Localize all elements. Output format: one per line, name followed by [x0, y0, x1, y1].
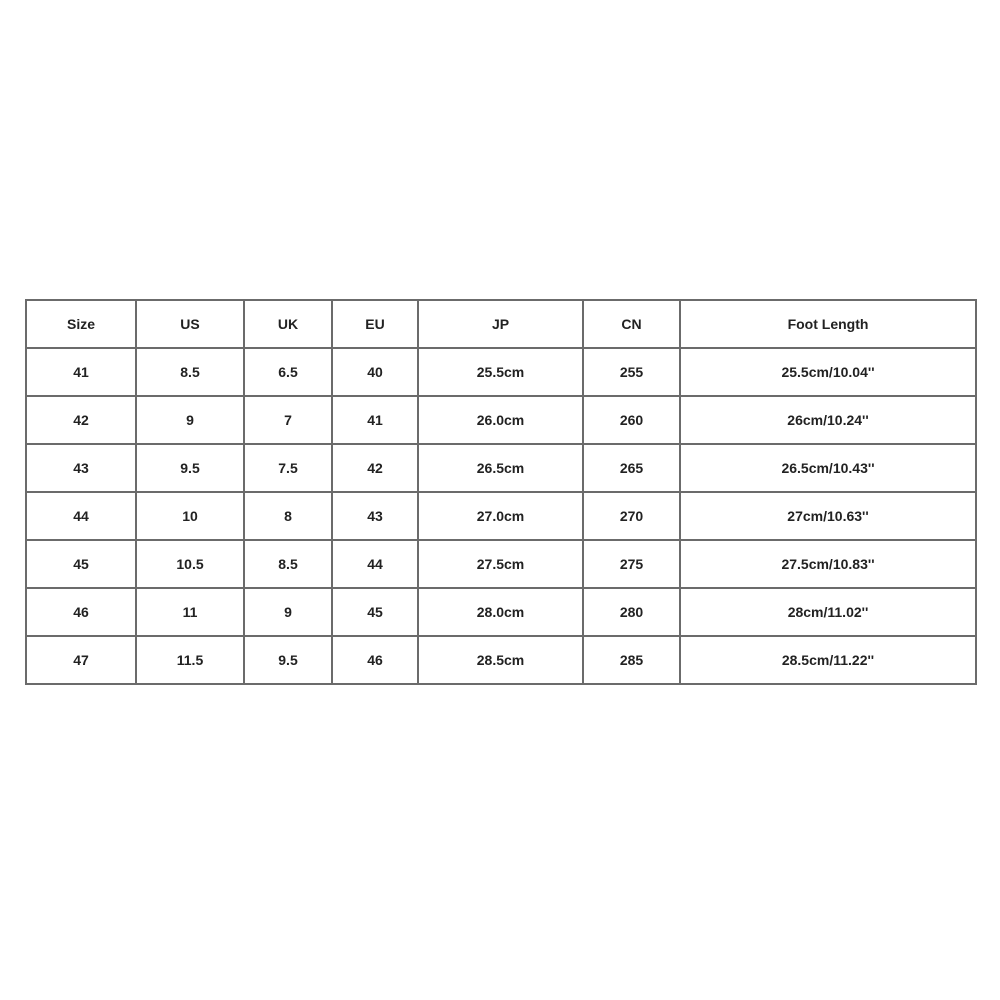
- header-cn: CN: [583, 300, 680, 348]
- cell-eu: 42: [332, 444, 418, 492]
- cell-foot-length: 26cm/10.24'': [680, 396, 976, 444]
- cell-jp: 27.5cm: [418, 540, 583, 588]
- cell-us: 9.5: [136, 444, 244, 492]
- cell-uk: 8: [244, 492, 332, 540]
- table-row: [26, 540, 976, 588]
- cell-us: 10.5: [136, 540, 244, 588]
- cell-foot-length: 26.5cm/10.43'': [680, 444, 976, 492]
- cell-eu: 40: [332, 348, 418, 396]
- table-row: [26, 348, 976, 396]
- cell-cn: 280: [583, 588, 680, 636]
- cell-size: 47: [26, 636, 136, 684]
- cell-us: 8.5: [136, 348, 244, 396]
- size-chart-table: [25, 299, 977, 685]
- table-row: [26, 492, 976, 540]
- header-foot-length: Foot Length: [680, 300, 976, 348]
- cell-uk: 9.5: [244, 636, 332, 684]
- table-row: [26, 588, 976, 636]
- table-row: [26, 396, 976, 444]
- cell-jp: 28.5cm: [418, 636, 583, 684]
- header-us: US: [136, 300, 244, 348]
- header-jp: JP: [418, 300, 583, 348]
- cell-eu: 44: [332, 540, 418, 588]
- cell-foot-length: 27.5cm/10.83'': [680, 540, 976, 588]
- cell-cn: 270: [583, 492, 680, 540]
- cell-us: 11.5: [136, 636, 244, 684]
- header-uk: UK: [244, 300, 332, 348]
- cell-eu: 45: [332, 588, 418, 636]
- cell-uk: 6.5: [244, 348, 332, 396]
- cell-jp: 28.0cm: [418, 588, 583, 636]
- cell-cn: 255: [583, 348, 680, 396]
- cell-eu: 46: [332, 636, 418, 684]
- table-row: [26, 444, 976, 492]
- cell-size: 44: [26, 492, 136, 540]
- header-eu: EU: [332, 300, 418, 348]
- cell-foot-length: 28.5cm/11.22'': [680, 636, 976, 684]
- cell-jp: 27.0cm: [418, 492, 583, 540]
- cell-jp: 25.5cm: [418, 348, 583, 396]
- cell-eu: 41: [332, 396, 418, 444]
- cell-uk: 8.5: [244, 540, 332, 588]
- table-row: [26, 636, 976, 684]
- cell-foot-length: 25.5cm/10.04'': [680, 348, 976, 396]
- cell-jp: 26.0cm: [418, 396, 583, 444]
- cell-uk: 7.5: [244, 444, 332, 492]
- cell-uk: 7: [244, 396, 332, 444]
- cell-size: 41: [26, 348, 136, 396]
- cell-us: 9: [136, 396, 244, 444]
- header-size: Size: [26, 300, 136, 348]
- cell-cn: 265: [583, 444, 680, 492]
- cell-us: 11: [136, 588, 244, 636]
- cell-size: 45: [26, 540, 136, 588]
- cell-foot-length: 28cm/11.02'': [680, 588, 976, 636]
- cell-us: 10: [136, 492, 244, 540]
- cell-eu: 43: [332, 492, 418, 540]
- cell-foot-length: 27cm/10.63'': [680, 492, 976, 540]
- cell-cn: 285: [583, 636, 680, 684]
- cell-size: 43: [26, 444, 136, 492]
- cell-cn: 275: [583, 540, 680, 588]
- cell-size: 42: [26, 396, 136, 444]
- cell-jp: 26.5cm: [418, 444, 583, 492]
- cell-size: 46: [26, 588, 136, 636]
- table-header-row: [26, 300, 976, 348]
- cell-uk: 9: [244, 588, 332, 636]
- cell-cn: 260: [583, 396, 680, 444]
